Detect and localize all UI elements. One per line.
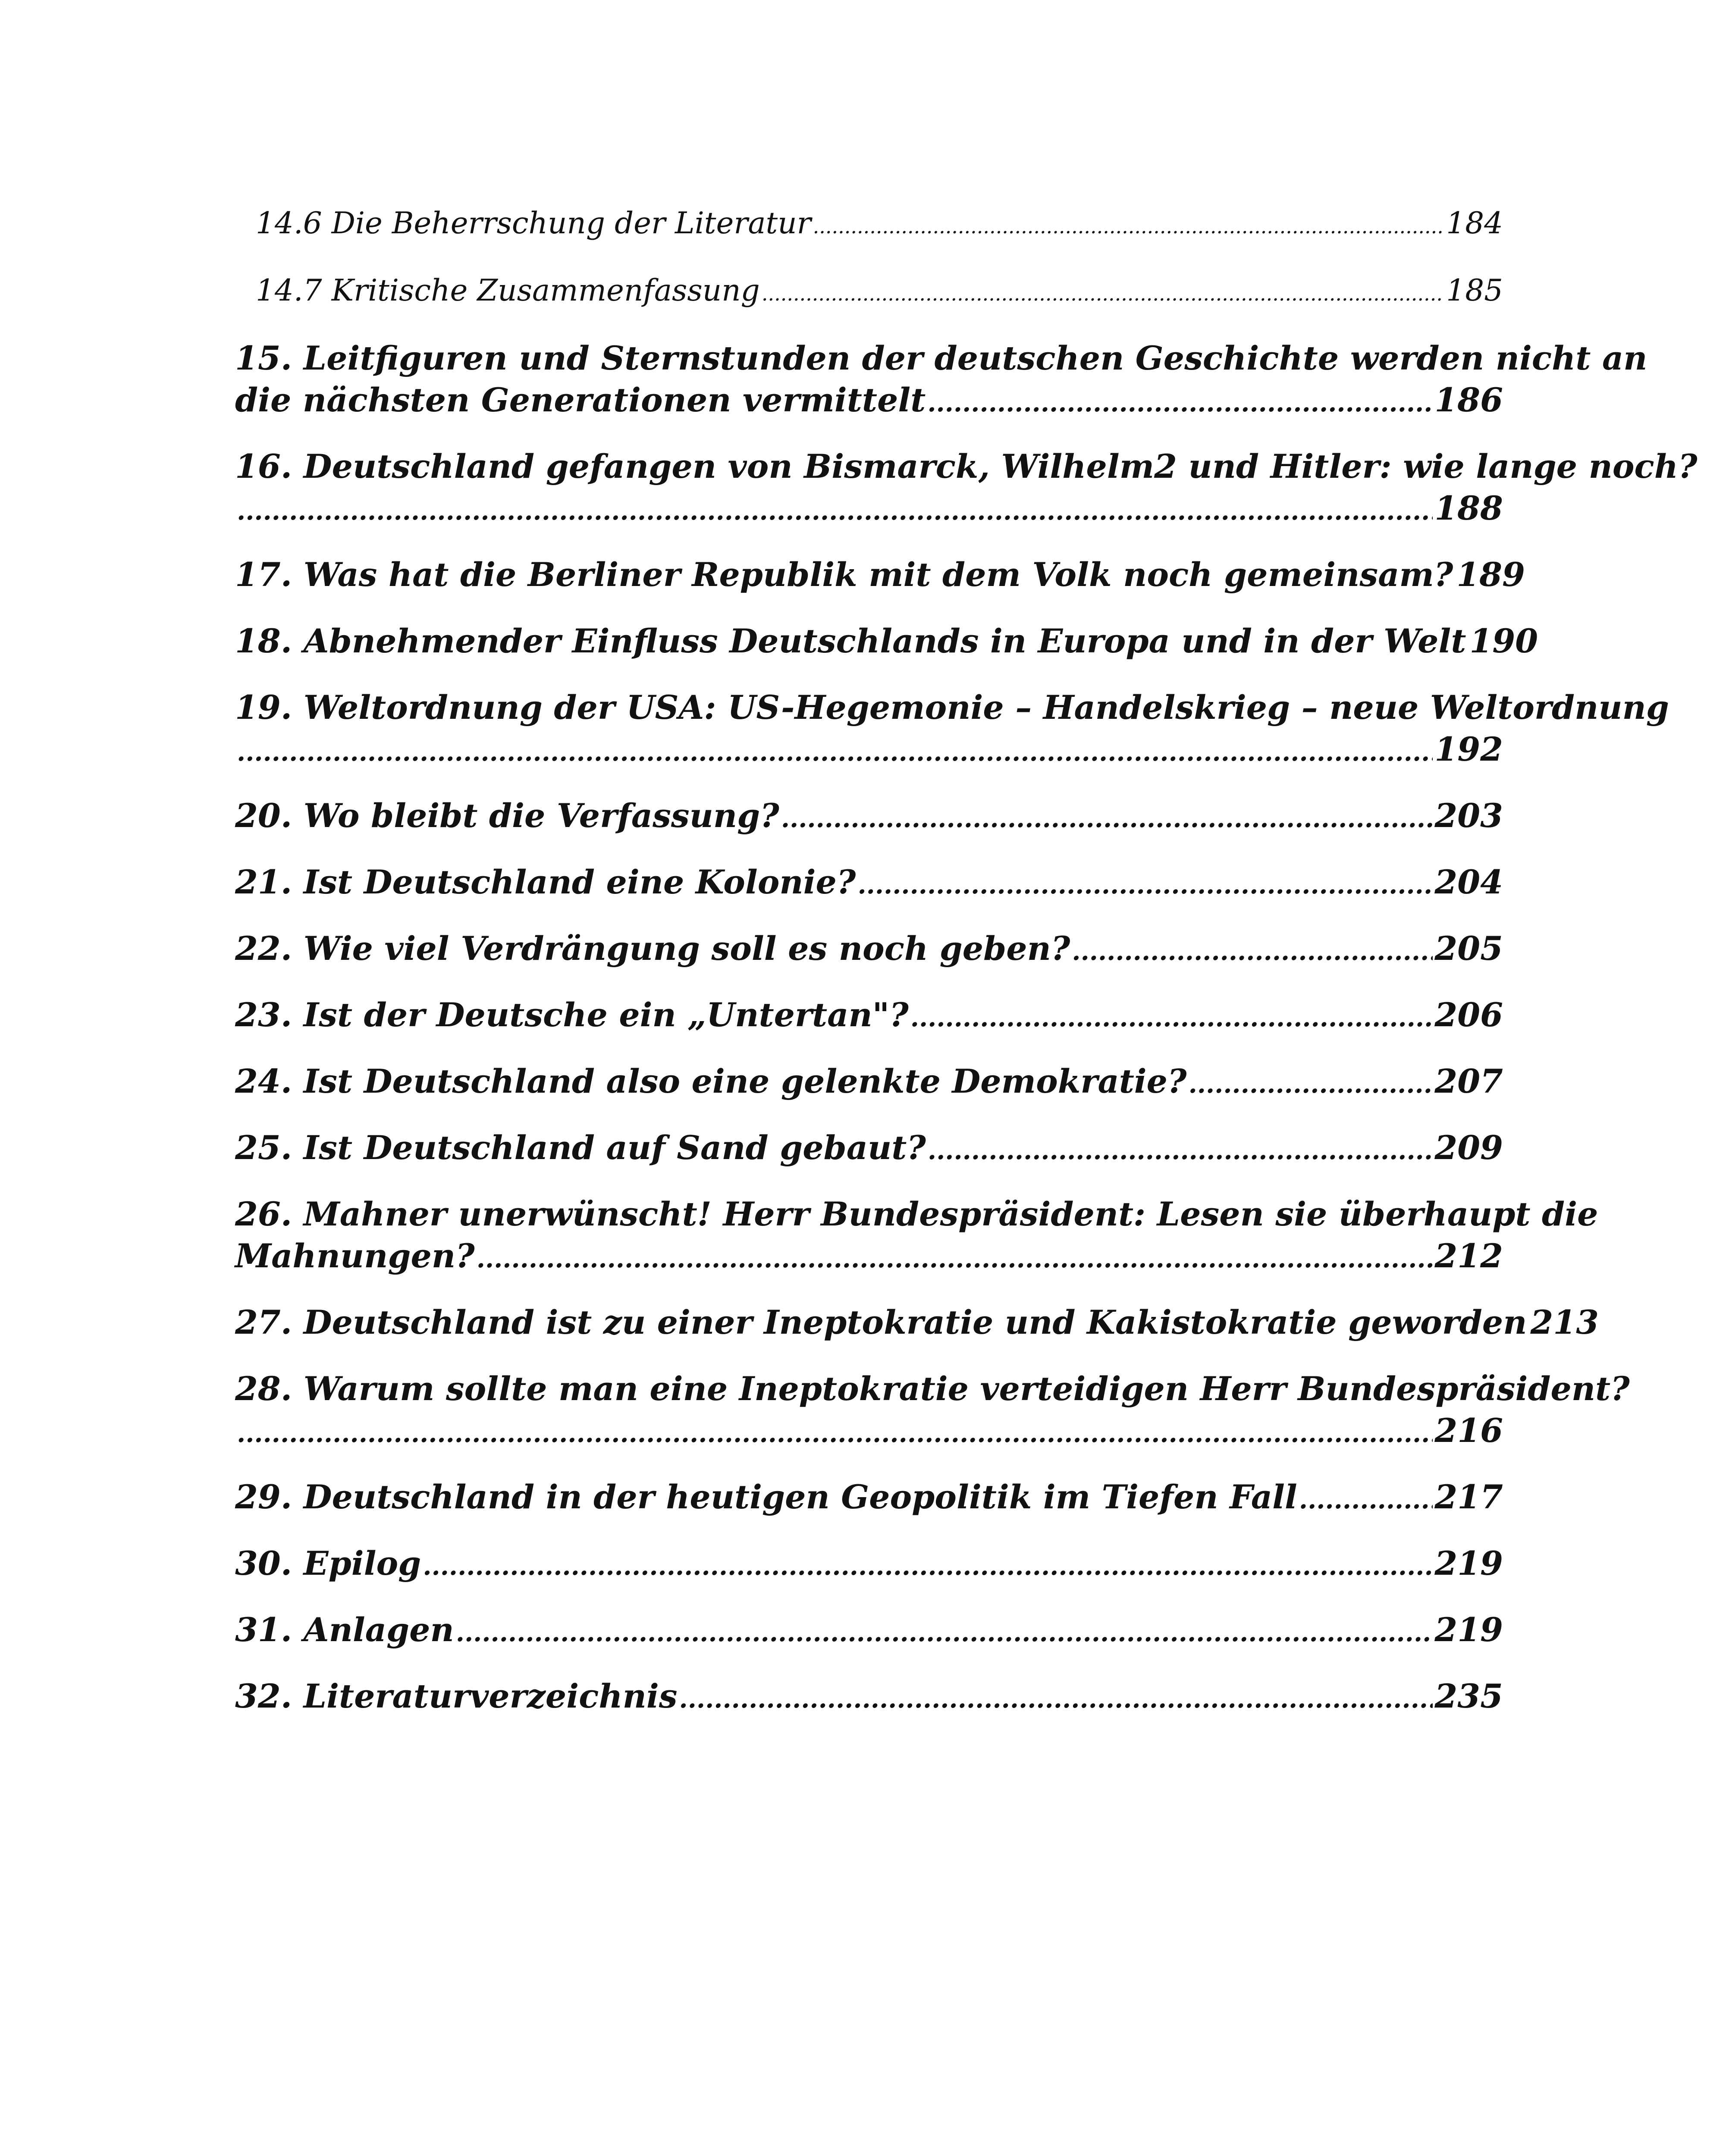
toc-page-number: 192 <box>1434 730 1503 768</box>
toc-page-number: 235 <box>1434 1677 1503 1715</box>
toc-chapter-entry[interactable] <box>235 861 1503 906</box>
dot-leader <box>237 487 1433 532</box>
toc-page-number: 213 <box>1530 1303 1599 1341</box>
toc-subsection-entry[interactable] <box>235 203 1503 248</box>
dot-leader <box>679 1675 1433 1720</box>
toc-entry-leader-line <box>235 1060 1503 1105</box>
toc-entry-title: 21. Ist Deutschland eine Kolonie? <box>235 863 856 901</box>
toc-page-number: 219 <box>1434 1611 1503 1649</box>
toc-chapter-entry[interactable] <box>235 1301 1599 1346</box>
toc-page-number: 209 <box>1434 1128 1503 1167</box>
toc-entry-title: 18. Abnehmender Einfluss Deutschlands in Europa und in der Welt <box>235 622 1466 660</box>
dot-leader <box>1299 1476 1433 1521</box>
toc-page-number: 184 <box>1446 206 1503 241</box>
dot-leader <box>857 861 1433 906</box>
toc-page-number: 216 <box>1434 1411 1503 1450</box>
toc-entry-leader-line <box>235 1675 1503 1720</box>
dot-leader <box>813 203 1445 248</box>
toc-entry-leader-line <box>235 1235 1503 1280</box>
toc-entry-title: 17. Was hat die Berliner Republik mit dem Volk noch gemeinsam? <box>235 555 1453 594</box>
toc-page-number: 205 <box>1434 929 1503 968</box>
table-of-contents <box>235 203 1697 1742</box>
toc-subsection-entry[interactable] <box>235 270 1503 315</box>
toc-chapter-entry[interactable] <box>235 554 1525 599</box>
dot-leader <box>477 1235 1433 1280</box>
toc-chapter-entry[interactable] <box>235 620 1538 665</box>
toc-entry-title: 14.7 Kritische Zusammenfassung <box>256 273 760 308</box>
toc-chapter-entry[interactable] <box>235 795 1503 840</box>
toc-page-number: 190 <box>1469 622 1538 660</box>
toc-chapter-entry[interactable] <box>235 1060 1503 1105</box>
dot-leader <box>781 795 1433 840</box>
toc-entry-title: 29. Deutschland in der heutigen Geopolitik im Tiefen Fall <box>235 1478 1297 1516</box>
toc-entry-title-line: 26. Mahner unerwünscht! Herr Bundespräsident: Lesen sie überhaupt die <box>235 1195 1598 1233</box>
toc-entry-title: 25. Ist Deutschland auf Sand gebaut? <box>235 1128 926 1167</box>
dot-leader <box>1072 928 1433 972</box>
dot-leader <box>456 1609 1433 1654</box>
dot-leader <box>927 379 1433 424</box>
toc-chapter-entry[interactable] <box>235 337 1647 424</box>
toc-entry-title-line: 19. Weltordnung der USA: US-Hegemonie – Handelskrieg – neue Weltordnung <box>235 688 1669 727</box>
toc-entry-title-line: 16. Deutschland gefangen von Bismarck, Wilhelm2 und Hitler: wie lange noch? <box>235 447 1697 486</box>
toc-entry-title: Mahnungen? <box>235 1237 475 1275</box>
toc-chapter-entry[interactable] <box>235 928 1503 972</box>
toc-entry-leader-line <box>235 728 1503 773</box>
toc-page-number: 204 <box>1434 863 1503 901</box>
toc-entry-leader-line <box>235 1609 1503 1654</box>
toc-entry-leader-line <box>235 620 1538 665</box>
toc-entry-leader-line <box>235 795 1503 840</box>
toc-entry-leader-line <box>235 928 1503 972</box>
toc-entry-title: 20. Wo bleibt die Verfassung? <box>235 796 779 835</box>
toc-chapter-entry[interactable] <box>235 1127 1503 1172</box>
toc-entry-leader-line <box>256 203 1503 248</box>
dot-leader <box>910 994 1433 1039</box>
toc-entry-title: 30. Epilog <box>235 1544 421 1583</box>
toc-page-number: 189 <box>1456 555 1525 594</box>
toc-entry-leader-line <box>235 1542 1503 1587</box>
toc-chapter-entry[interactable] <box>235 1368 1630 1454</box>
toc-entry-title: 32. Literaturverzeichnis <box>235 1677 678 1715</box>
toc-page-number: 186 <box>1434 381 1503 419</box>
toc-chapter-entry[interactable] <box>235 1193 1598 1280</box>
toc-page-number: 188 <box>1434 489 1503 527</box>
toc-entry-title: 27. Deutschland ist zu einer Ineptokratie und Kakistokratie geworden <box>235 1303 1527 1341</box>
toc-page-number: 217 <box>1434 1478 1503 1516</box>
toc-page-number: 206 <box>1434 996 1503 1034</box>
toc-entry-title-line: 15. Leitfiguren und Sternstunden der deutschen Geschichte werden nicht an <box>235 339 1647 377</box>
toc-entry-title: 24. Ist Deutschland also eine gelenkte Demokratie? <box>235 1062 1187 1100</box>
dot-leader <box>928 1127 1433 1172</box>
toc-page-number: 203 <box>1434 796 1503 835</box>
toc-entry-leader-line <box>235 1476 1503 1521</box>
dot-leader <box>237 1410 1433 1454</box>
dot-leader <box>423 1542 1433 1587</box>
toc-entry-title-line: 28. Warum sollte man eine Ineptokratie verteidigen Herr Bundespräsident? <box>235 1369 1630 1408</box>
toc-entry-leader-line <box>235 1127 1503 1172</box>
toc-chapter-entry[interactable] <box>235 445 1697 532</box>
toc-entry-title: 14.6 Die Beherrschung der Literatur <box>256 206 811 241</box>
toc-page-number: 207 <box>1434 1062 1503 1100</box>
toc-entry-leader-line <box>235 1301 1599 1346</box>
toc-chapter-entry[interactable] <box>235 1609 1503 1654</box>
toc-entry-title: 31. Anlagen <box>235 1611 454 1649</box>
toc-entry-leader-line <box>235 379 1503 424</box>
toc-entry-leader-line <box>235 487 1503 532</box>
toc-chapter-entry[interactable] <box>235 686 1669 773</box>
toc-chapter-entry[interactable] <box>235 1476 1503 1521</box>
toc-entry-leader-line <box>235 861 1503 906</box>
dot-leader <box>1189 1060 1433 1105</box>
dot-leader <box>762 270 1444 315</box>
toc-entry-leader-line <box>235 554 1525 599</box>
toc-entry-leader-line <box>235 1410 1503 1454</box>
toc-entry-leader-line <box>256 270 1503 315</box>
toc-page-number: 219 <box>1434 1544 1503 1583</box>
toc-page-number: 212 <box>1434 1237 1503 1275</box>
toc-chapter-entry[interactable] <box>235 1675 1503 1720</box>
toc-chapter-entry[interactable] <box>235 994 1503 1039</box>
toc-entry-title: 23. Ist der Deutsche ein „Untertan"? <box>235 996 909 1034</box>
toc-entry-title: die nächsten Generationen vermittelt <box>235 381 926 419</box>
toc-entry-leader-line <box>235 994 1503 1039</box>
toc-chapter-entry[interactable] <box>235 1542 1503 1587</box>
dot-leader <box>237 728 1433 773</box>
toc-entry-title: 22. Wie viel Verdrängung soll es noch geben? <box>235 929 1070 968</box>
toc-page-number: 185 <box>1446 273 1503 308</box>
